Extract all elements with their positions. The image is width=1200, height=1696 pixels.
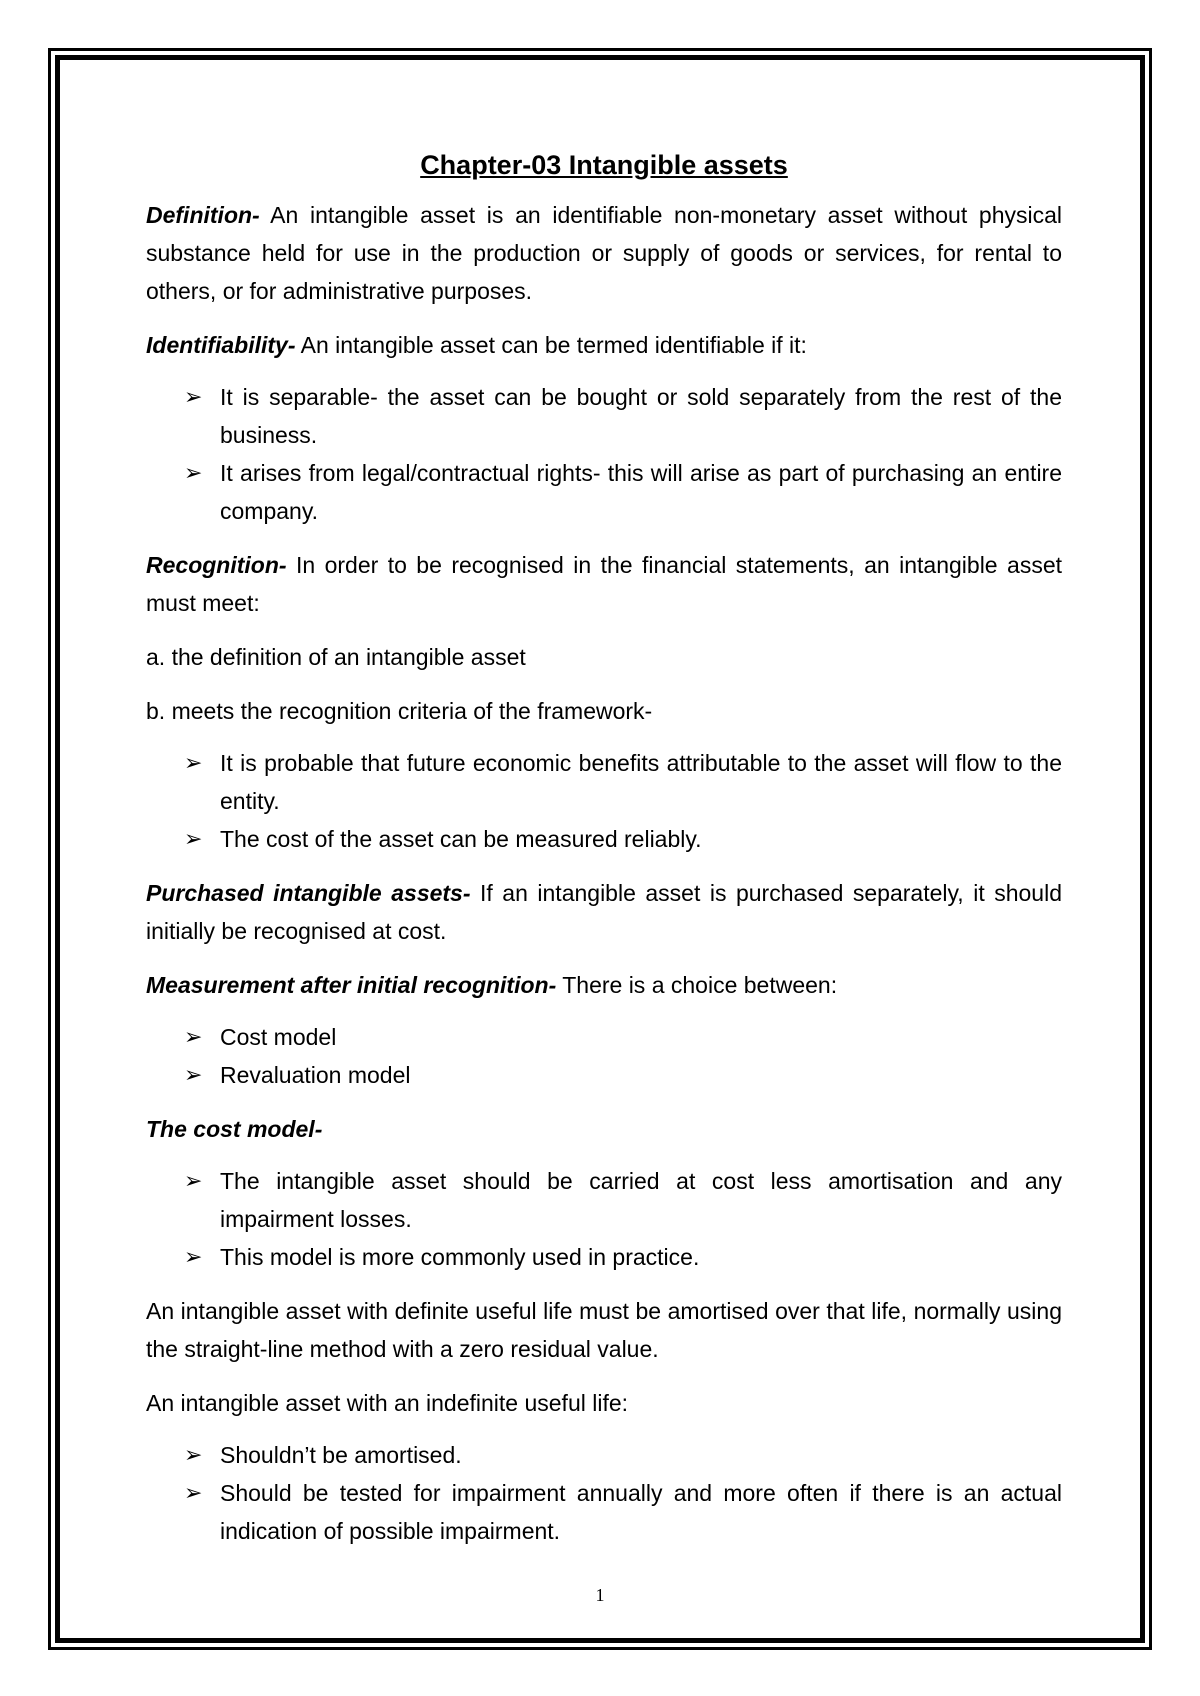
identifiability-paragraph — [146, 326, 1062, 364]
measurement-text: There is a choice between: — [556, 972, 838, 998]
list-item-text: The cost of the asset can be measured reliably. — [220, 826, 702, 852]
measurement-list — [146, 1018, 1062, 1094]
arrow-bullet-icon: ➢ — [184, 1244, 203, 1269]
list-item-text: It is separable- the asset can be bought or sold separately from the rest of the business. — [220, 384, 1062, 448]
identifiability-list — [146, 378, 1062, 530]
list-item — [146, 820, 1062, 858]
list-item — [146, 1238, 1062, 1276]
list-item-text: Cost model — [220, 1024, 337, 1050]
indefinite-life-list — [146, 1436, 1062, 1550]
arrow-bullet-icon: ➢ — [184, 384, 203, 409]
identifiability-text: An intangible asset can be termed identifiable if it: — [295, 332, 807, 358]
page-number: 1 — [595, 1585, 605, 1605]
arrow-bullet-icon: ➢ — [184, 1168, 203, 1193]
recognition-term: Recognition- — [146, 552, 287, 578]
list-item — [146, 454, 1062, 530]
list-item-text: Revaluation model — [220, 1062, 411, 1088]
indefinite-life-paragraph: An intangible asset with an indefinite useful life: — [146, 1390, 629, 1416]
arrow-bullet-icon: ➢ — [184, 1442, 203, 1467]
document-body — [146, 146, 1062, 1566]
definite-life-paragraph: An intangible asset with definite useful life must be amortised over that life, normally using the straight-line method with a zero residual value. — [146, 1298, 1062, 1362]
list-item-text: Shouldn’t be amortised. — [220, 1442, 462, 1468]
purchased-term: Purchased intangible assets- — [146, 880, 471, 906]
definition-text: An intangible asset is an identifiable non-monetary asset without physical substance held for use in the production or supply of goods or services, for rental to others, or for administrative purposes. — [146, 202, 1062, 304]
list-item — [146, 744, 1062, 820]
measurement-term: Measurement after initial recognition- — [146, 972, 557, 998]
arrow-bullet-icon: ➢ — [184, 1062, 203, 1087]
definition-term: Definition- — [146, 202, 260, 228]
measurement-paragraph — [146, 966, 1062, 1004]
recognition-criteria-list — [146, 744, 1062, 858]
arrow-bullet-icon: ➢ — [184, 750, 203, 775]
list-item-text: The intangible asset should be carried at cost less amortisation and any impairment losses. — [220, 1168, 1062, 1232]
recognition-paragraph — [146, 546, 1062, 622]
recognition-point-a: a. the definition of an intangible asset — [146, 644, 526, 670]
list-item — [146, 1474, 1062, 1550]
list-item — [146, 1162, 1062, 1238]
list-item-text: It is probable that future economic benefits attributable to the asset will flow to the entity. — [220, 750, 1062, 814]
chapter-title: Chapter-03 Intangible assets — [420, 150, 788, 180]
purchased-paragraph — [146, 874, 1062, 950]
list-item — [146, 1018, 1062, 1056]
recognition-text: In order to be recognised in the financial statements, an intangible asset must meet: — [146, 552, 1062, 616]
purchased-text: If an intangible asset is purchased separately, it should initially be recognised at cost. — [146, 880, 1062, 944]
recognition-point-b: b. meets the recognition criteria of the framework- — [146, 698, 653, 724]
list-item-text: This model is more commonly used in practice. — [220, 1244, 700, 1270]
list-item-text: It arises from legal/contractual rights- this will arise as part of purchasing an entire company. — [220, 460, 1062, 524]
arrow-bullet-icon: ➢ — [184, 1480, 203, 1505]
list-item-text: Should be tested for impairment annually and more often if there is an actual indication of possible impairment. — [220, 1480, 1062, 1544]
arrow-bullet-icon: ➢ — [184, 826, 203, 851]
definition-paragraph — [146, 196, 1062, 310]
list-item — [146, 1436, 1062, 1474]
list-item — [146, 1056, 1062, 1094]
identifiability-term: Identifiability- — [146, 332, 296, 358]
cost-model-term: The cost model- — [146, 1116, 323, 1142]
cost-model-heading — [146, 1110, 1062, 1148]
arrow-bullet-icon: ➢ — [184, 460, 203, 485]
cost-model-list — [146, 1162, 1062, 1276]
arrow-bullet-icon: ➢ — [184, 1024, 203, 1049]
list-item — [146, 378, 1062, 454]
